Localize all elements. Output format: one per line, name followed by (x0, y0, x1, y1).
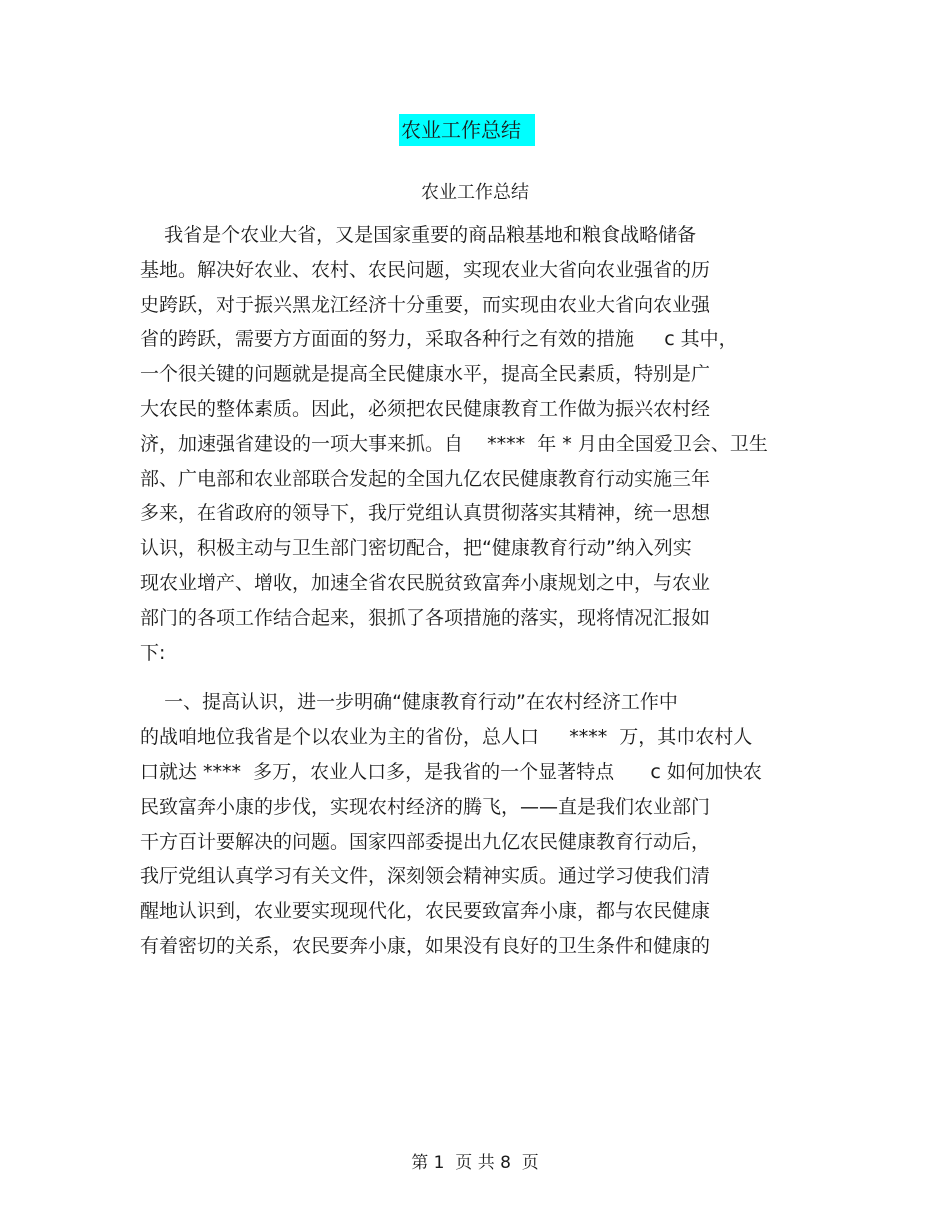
text-line: 认识，积极主动与卫生部门密切配合，把“健康教育行动”纳入列实 (140, 537, 692, 560)
text-line: 下: (140, 641, 166, 664)
text-line: 醒地认识到，农业要实现现代化，农民要致富奔小康，都与农民健康 (140, 900, 711, 923)
text-line: 口就达 **** 多万，农业人口多，是我省的一个显著特点 c 如何加快农 (140, 760, 762, 783)
paragraph-spacer (140, 670, 800, 685)
text-line: 一个很关键的问题就是提高全民健康水平，提高全民素质，特别是广 (140, 363, 711, 386)
text-line: 部、广电部和农业部联合发起的全国九亿农民健康教育行动实施三年 (140, 467, 711, 490)
text-line: 有着密切的关系，农民要奔小康，如果没有良好的卫生条件和健康的 (140, 934, 711, 957)
highlighted-document-title: 农业工作总结 (399, 114, 535, 146)
paragraph (140, 685, 800, 963)
paragraph (140, 218, 800, 670)
text-line: 我省是个农业大省，又是国家重要的商品粮基地和粮食战略储备 (140, 224, 697, 246)
text-line: 干方百计要解决的问题。国家四部委提出九亿农民健康教育行动后， (140, 830, 711, 853)
text-line: 一、提高认识，进一步明确“健康教育行动”在农村经济工作中 (140, 691, 678, 714)
document-body (140, 218, 800, 964)
text-line: 基地。解决好农业、农村、农民问题，实现农业大省向农业强省的历 (140, 258, 711, 281)
text-line: 省的跨跃，需要方方面面的努力，采取各种行之有效的措施 c 其中， (140, 328, 738, 351)
page-number-footer: 第 1 页 共 8 页 (411, 1153, 539, 1173)
text-line: 我厅党组认真学习有关文件，深刻领会精神实质。通过学习使我们清 (140, 865, 711, 888)
text-line: 现农业增产、增收，加速全省农民脱贫致富奔小康规划之中，与农业 (140, 571, 711, 594)
text-line: 多来，在省政府的领导下，我厅党组认真贯彻落实其精神，统一思想 (140, 502, 711, 525)
text-line: 大农民的整体素质。因此，必须把农民健康教育工作做为振兴农村经 (140, 397, 711, 420)
text-line: 民致富奔小康的步伐，实现农村经济的腾飞，——直是我们农业部门 (140, 795, 711, 818)
text-line: 史跨跃，对于振兴黑龙江经济十分重要，而实现由农业大省向农业强 (140, 293, 711, 316)
document-subtitle: 农业工作总结 (421, 182, 529, 203)
text-line: 的战咱地位我省是个以农业为主的省份，总人口 **** 万，其巾农村人 (140, 726, 753, 749)
text-line: 部门的各项工作结合起来，狠抓了各项措施的落实，现将情况汇报如 (140, 606, 711, 629)
text-line: 济，加速强省建设的一项大事来抓。自 **** 年 * 月由全国爱卫会、卫生 (140, 432, 768, 455)
